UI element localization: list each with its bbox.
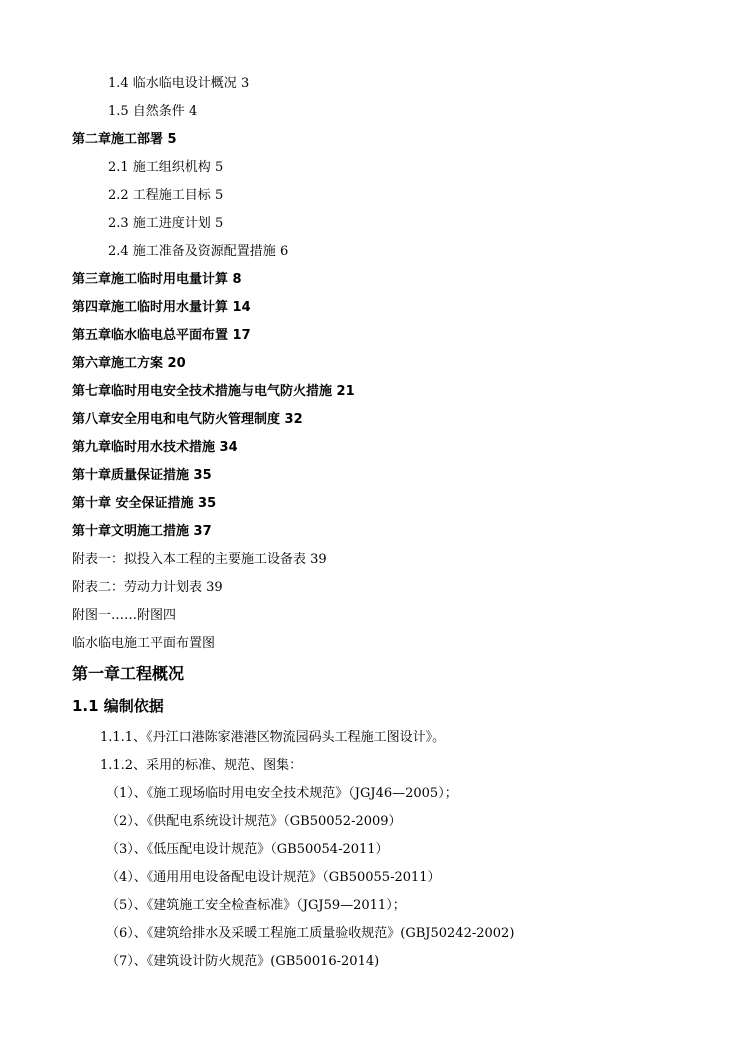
toc-chapter-5: 第五章临水临电总平面布置 17 xyxy=(72,328,251,343)
toc-appendix-table-2: 附表二：劳动力计划表 39 xyxy=(72,580,223,595)
toc-chapter-10-civilized: 第十章文明施工措施 37 xyxy=(72,524,212,539)
toc-chapter-4: 第四章施工临时用水量计算 14 xyxy=(72,300,251,315)
toc-chapter-10-quality: 第十章质量保证措施 35 xyxy=(72,468,212,483)
toc-appendix-table-1: 附表一：拟投入本工程的主要施工设备表 39 xyxy=(72,552,327,567)
chapter-1-title: 第一章工程概况 xyxy=(72,664,185,683)
toc-entry-2-4: 2.4 施工准备及资源配置措施 6 xyxy=(108,244,289,259)
toc-entry-1-4: 1.4 临水临电设计概况 3 xyxy=(108,76,250,91)
standard-item-1: （1）、《施工现场临时用电安全技术规范》（JGJ46—2005）； xyxy=(106,786,458,801)
standard-item-5: （5）、《建筑施工安全检查标准》（JGJ59—2011）； xyxy=(106,898,406,913)
toc-chapter-10-safety: 第十章 安全保证措施 35 xyxy=(72,496,217,511)
toc-chapter-8: 第八章安全用电和电气防火管理制度 32 xyxy=(72,412,303,427)
toc-entry-2-1: 2.1 施工组织机构 5 xyxy=(108,160,224,175)
toc-entry-2-3: 2.3 施工进度计划 5 xyxy=(108,216,224,231)
standard-item-7: （7）、《建筑设计防火规范》(GB50016-2014) xyxy=(106,954,380,969)
toc-layout-plan: 临水临电施工平面布置图 xyxy=(72,636,216,651)
toc-chapter-7: 第七章临时用电安全技术措施与电气防火措施 21 xyxy=(72,384,355,399)
standard-item-2: （2）、《供配电系统设计规范》（GB50052-2009） xyxy=(106,814,402,829)
toc-entry-2-2: 2.2 工程施工目标 5 xyxy=(108,188,224,203)
standard-item-4: （4）、《通用用电设备配电设计规范》（GB50055-2011） xyxy=(106,870,441,885)
paragraph-1-1-2: 1.1.2、采用的标准、规范、图集： xyxy=(100,758,303,773)
toc-chapter-9: 第九章临时用水技术措施 34 xyxy=(72,440,238,455)
standard-item-3: （3）、《低压配电设计规范》（GB50054-2011） xyxy=(106,842,389,857)
section-1-1-title: 1.1 编制依据 xyxy=(72,697,164,715)
toc-chapter-6: 第六章施工方案 20 xyxy=(72,356,186,371)
standard-item-6: （6）、《建筑给排水及采暖工程施工质量验收规范》(GBJ50242-2002) xyxy=(106,926,515,941)
toc-chapter-2: 第二章施工部署 5 xyxy=(72,132,177,147)
toc-entry-1-5: 1.5 自然条件 4 xyxy=(108,104,198,119)
toc-appendix-figures: 附图一……附图四 xyxy=(72,608,177,623)
toc-chapter-3: 第三章施工临时用电量计算 8 xyxy=(72,272,242,287)
paragraph-1-1-1: 1.1.1、《丹江口港陈家港港区物流园码头工程施工图设计》。 xyxy=(100,730,446,745)
